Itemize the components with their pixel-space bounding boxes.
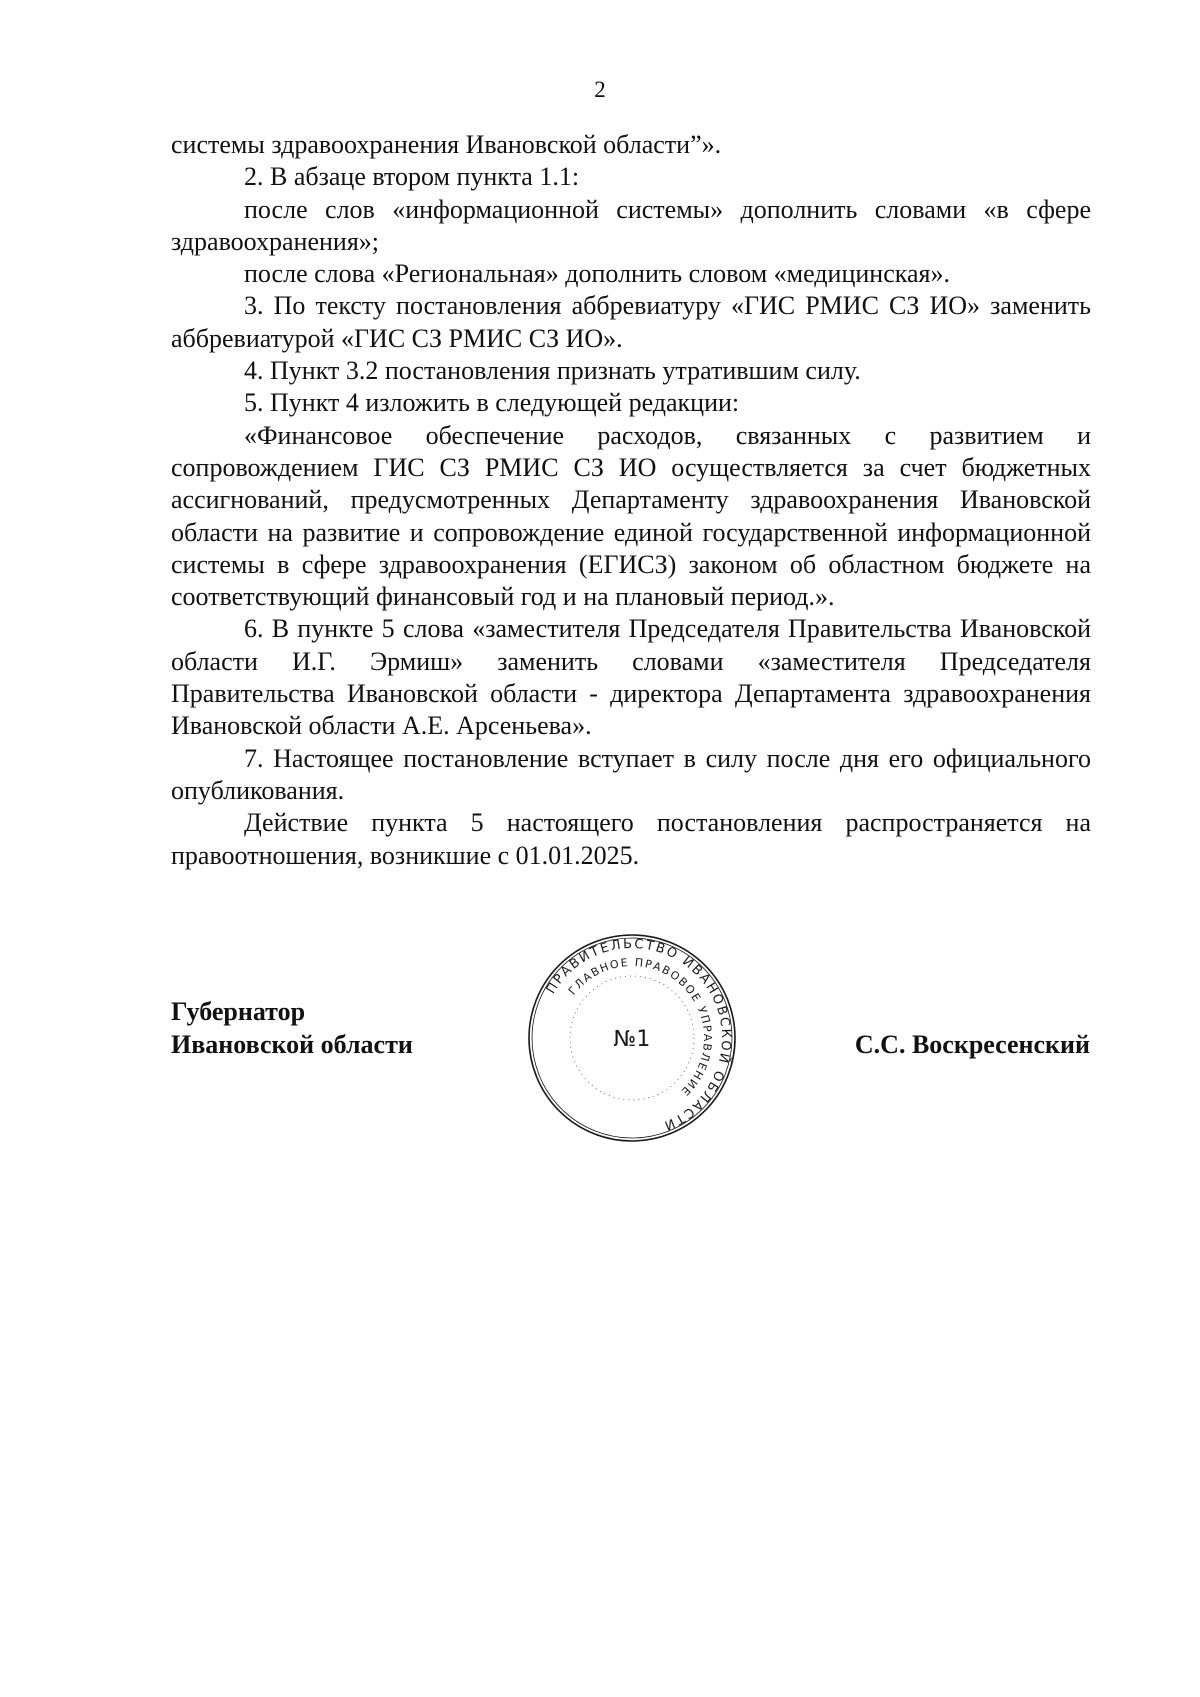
paragraph: «Финансовое обеспечение расходов, связанных с развитием и сопровождением ГИС СЗ РМИС СЗ ИО осуществляется за счет бюджетных ассигнований, предусмотренных Департаменту здравоохранения Ивановской области на развитие и сопровождение единой государственной информационной системы в сфере здравоохранения (ЕГИСЗ) законом об областном бюджете на соответствующий финансовый год и на плановый период.». (171, 420, 1091, 612)
page-number: 2 (594, 77, 606, 102)
seal-stamp-icon (526, 932, 738, 1144)
official-seal (526, 932, 738, 1144)
seal-outer-text: ПРАВИТЕЛЬСТВО ИВАНОВСКОЙ ОБЛАСТИ (543, 936, 734, 1134)
seal-inner-text: ГЛАВНОЕ ПРАВОВОЕ УПРАВЛЕНИЕ (565, 955, 715, 1100)
paragraph: после слов «информационной системы» дополнить словами «в сфере здравоохранения»; (171, 194, 1091, 256)
signature-title (171, 996, 413, 1061)
paragraph: системы здравоохранения Ивановской области”». (171, 130, 722, 159)
signature-title-line2: Ивановской области (171, 1029, 413, 1059)
seal-number: №1 (613, 1027, 651, 1052)
signature-title-line1: Губернатор (171, 997, 306, 1026)
signature-name: С.С. Воскресенский (854, 1030, 1090, 1059)
paragraph: 3. По тексту постановления аббревиатуру «ГИС РМИС СЗ ИО» заменить аббревиатурой «ГИС СЗ РМИС СЗ ИО». (171, 291, 1091, 353)
paragraph: 2. В абзаце втором пункта 1.1: (244, 162, 580, 192)
paragraph: после слова «Региональная» дополнить словом «медицинская». (244, 259, 950, 289)
paragraph: 7. Настоящее постановление вступает в силу после дня его официального опубликования. (171, 743, 1091, 805)
paragraph: 6. В пункте 5 слова «заместителя Председателя Правительства Ивановской области И.Г. Эрмиш» заменить словами «заместителя Председателя Правительства Ивановской области - директора Департамента здравоохранения Ивановской области А.Е. Арсеньева». (171, 614, 1091, 741)
paragraph: 4. Пункт 3.2 постановления признать утратившим силу. (244, 356, 861, 386)
document-body (171, 129, 1091, 872)
paragraph: Действие пункта 5 настоящего постановления распространяется на правоотношения, возникшие с 01.01.2025. (171, 808, 1091, 870)
paragraph: 5. Пункт 4 изложить в следующей редакции: (244, 388, 740, 418)
